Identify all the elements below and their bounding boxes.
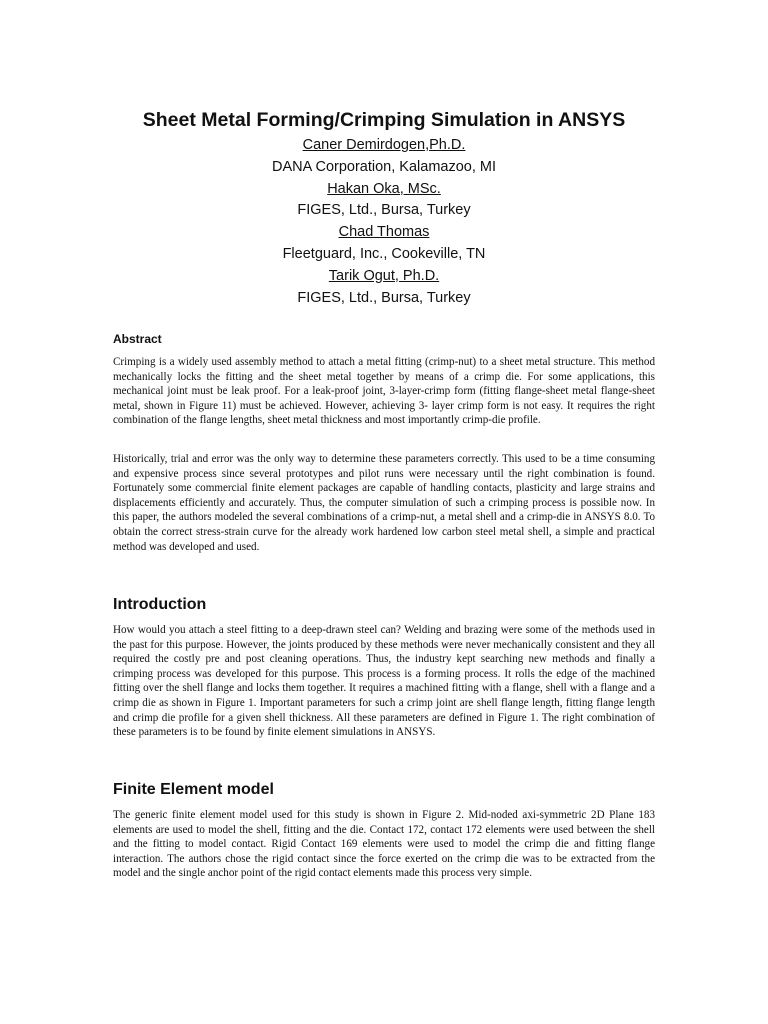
introduction-paragraph: How would you attach a steel fitting to a deep-drawn steel can? Welding and brazing were some of the methods used in the past for this purpose. However, the joints produced by these methods were never mechanically consistent and they all required the costly pre and post cleaning operations. Thus, the industry kept searching new methods and finally a crimping process was developed for this purpose. This process is a forming process. It rolls the edge of the machined fitting over the shell flange and locks them together. It requires a machined fitting with a flange, shell with a flange and a crimp die as shown in Figure 1. Important parameters for such a crimp joint are shell flange length, fitting flange length and crimp die profile for a given shell thickness. All these parameters are defined in Figure 1. The right combination of these parameters is to be found by finite element simulations in ANSYS.: [113, 624, 655, 739]
fem-paragraph: The generic finite element model used for this study is shown in Figure 2. Mid-noded axi-symmetric 2D Plane 183 elements are used to model the shell, fitting and the die. Contact 172, contact 172 elements were used between the shell and the fitting to model contact. Rigid Contact 169 elements were used to model the crimp die and fitting flange interaction. The authors chose the rigid contact since the force exerted on the crimp die was to be extracted from the model and the single anchor point of the rigid contact elements made this process very simple.: [113, 809, 655, 880]
author-affiliation: Fleetguard, Inc., Cookeville, TN: [282, 245, 486, 262]
author-affiliation: FIGES, Ltd., Bursa, Turkey: [297, 202, 471, 219]
author-affiliation: FIGES, Ltd., Bursa, Turkey: [297, 289, 471, 306]
fem-heading: Finite Element model: [113, 781, 274, 798]
abstract-heading: Abstract: [113, 332, 162, 346]
author-name: Caner Demirdogen,Ph.D.: [302, 137, 466, 153]
author-name: Tarik Ogut, Ph.D.: [328, 267, 440, 284]
author-block: [0, 135, 768, 309]
author-name: Hakan Oka, MSc.: [327, 180, 441, 197]
paper-title: Sheet Metal Forming/Crimping Simulation in ANSYS: [142, 109, 626, 131]
abstract-paragraph: Crimping is a widely used assembly method to attach a metal fitting (crimp-nut) to a sheet metal structure. This method mechanically locks the fitting and the sheet metal together by means of a crimp die. For some applications, this mechanical joint must be leak proof. For a leak-proof joint, 3-layer-crimp form (fitting flange-sheet metal flange-sheet metal, shown in Figure 11) must be achieved. However, achieving 3- layer crimp form is not easy. It requires the right combination of the flange lengths, sheet metal thickness and most importantly crimp-die profile.: [113, 356, 655, 427]
author-name: Chad Thomas: [338, 224, 430, 241]
abstract-paragraph: Historically, trial and error was the only way to determine these parameters correctly. This used to be a time consuming and expensive process since several prototypes and pilot runs were necessary until the right combination is found. Fortunately some commercial finite element packages are capable of handling contacts, plasticity and large strains and displacements efficiently and accurately. Thus, the computer simulation of such a crimping process is possible now. In this paper, the authors modeled the several combinations of a crimp-nut, a metal shell and a crimp-die in ANSYS 8.0. To obtain the correct stress-strain curve for the already work hardened low carbon steel metal shell, a simple and practical method was developed and used.: [113, 453, 655, 553]
author-affiliation: DANA Corporation, Kalamazoo, MI: [271, 158, 497, 175]
introduction-heading: Introduction: [113, 596, 207, 613]
